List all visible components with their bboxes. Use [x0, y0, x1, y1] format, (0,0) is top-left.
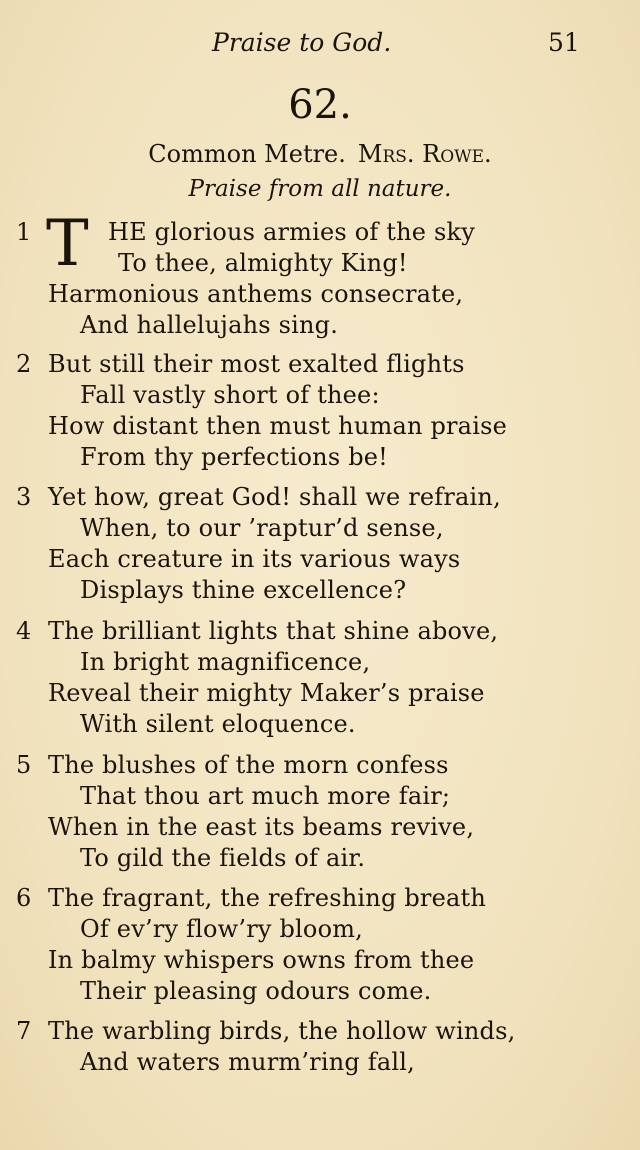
metre-label: Common Metre. — [148, 140, 346, 168]
verse-line: Of ev’ry flow’ry bloom, — [80, 915, 364, 943]
verse-line: With silent eloquence. — [80, 710, 356, 738]
verse-line: From thy perfections be! — [80, 443, 388, 471]
verse-line: How distant then must human praise — [48, 412, 507, 440]
verse-line: The warbling birds, the hollow winds, — [48, 1017, 516, 1045]
page-number: 51 — [548, 28, 580, 57]
verse-line: When, to our ’raptur’d sense, — [80, 514, 444, 542]
verse-line: But still their most exalted flights — [48, 350, 465, 378]
author-name: Mrs. Rowe. — [357, 140, 492, 168]
verse-line: To thee, almighty King! — [118, 249, 408, 277]
verse-number: 1 — [16, 218, 32, 246]
verse-line: And waters murm’ring fall, — [80, 1048, 415, 1076]
verse-line: The blushes of the morn confess — [48, 751, 449, 779]
verse-line: When in the east its beams revive, — [48, 813, 475, 841]
verse-line: Fall vastly short of thee: — [80, 381, 380, 409]
verse-line: Displays thine excellence? — [80, 576, 407, 604]
verse-line: Harmonious anthems consecrate, — [48, 280, 464, 308]
hymn-subtitle: Praise from all nature. — [188, 176, 452, 202]
hymn-metre-line — [0, 140, 640, 168]
verse-line: In bright magnificence, — [80, 648, 371, 676]
verse-number: 5 — [16, 751, 32, 779]
verse-line: Reveal their mighty Maker’s praise — [48, 679, 485, 707]
verse-number: 2 — [16, 350, 32, 378]
verse-line: The fragrant, the refreshing breath — [48, 884, 486, 912]
verse-line: Yet how, great God! shall we refrain, — [48, 483, 501, 511]
verse-line: To gild the fields of air. — [80, 844, 366, 872]
verse-line: That thou art much more fair; — [80, 782, 451, 810]
hymn-number: 62. — [288, 82, 352, 128]
verse-line: Their pleasing odours come. — [80, 977, 432, 1005]
verse-line: And hallelujahs sing. — [80, 311, 339, 339]
verse-number: 4 — [16, 617, 32, 645]
verse-line: Each creature in its various ways — [48, 545, 461, 573]
verse-line: The brilliant lights that shine above, — [48, 617, 499, 645]
drop-cap: T — [46, 207, 89, 281]
running-head: Praise to God. — [212, 28, 392, 57]
verse-line: HE glorious armies of the sky — [108, 218, 476, 246]
verse-line: In balmy whispers owns from thee — [48, 946, 475, 974]
verse-number: 7 — [16, 1017, 32, 1045]
verse-number: 6 — [16, 884, 32, 912]
verse-number: 3 — [16, 483, 32, 511]
